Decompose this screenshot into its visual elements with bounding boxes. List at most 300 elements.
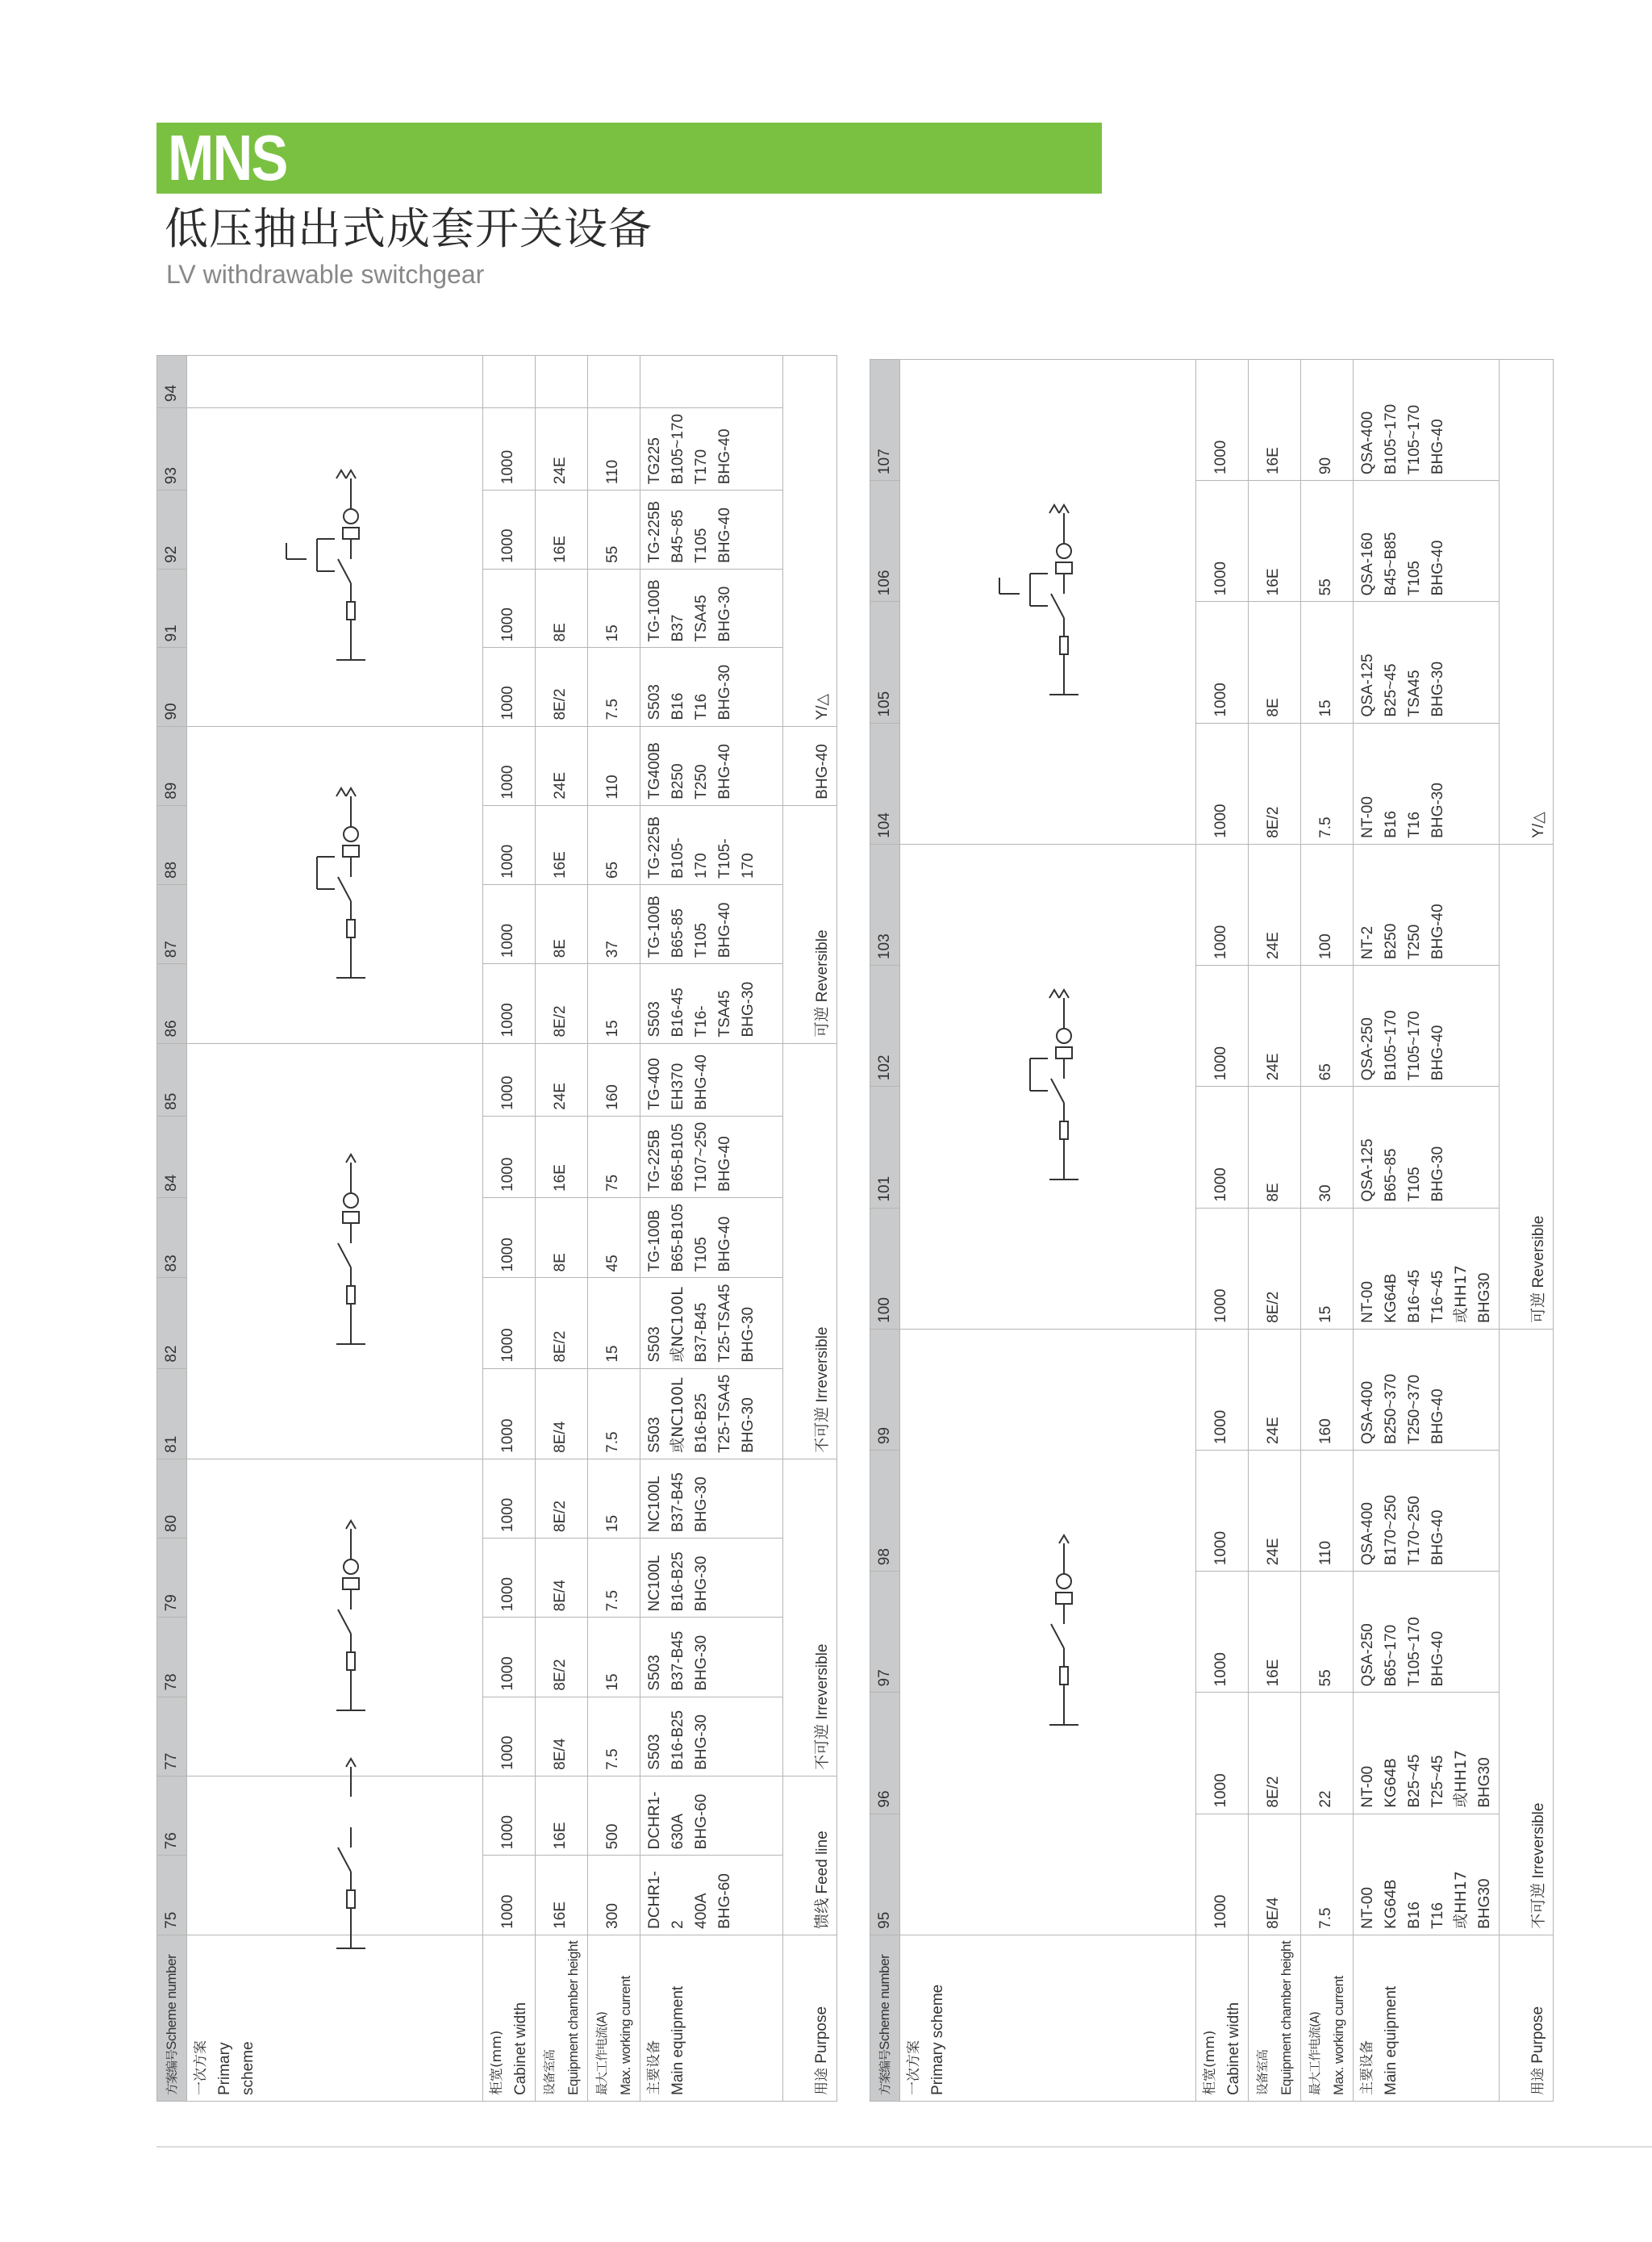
max-current-value: 7.5 (604, 1748, 621, 1770)
chamber-height-value: 16E (552, 1902, 569, 1929)
equipment-item: TG-225B (646, 816, 663, 879)
primary-scheme-cell (187, 1043, 483, 1459)
main-equipment-cell (1354, 844, 1500, 965)
cabinet-width-cell (1196, 966, 1249, 1087)
max-current-cell (588, 726, 640, 805)
chamber-height-value: 16E (1265, 1659, 1282, 1687)
purpose-en: Irreversible (1530, 1802, 1547, 1879)
cabinet-width-value: 1000 (1212, 1773, 1229, 1808)
purpose-cn: 馈线 (813, 1898, 831, 1929)
scheme-number-cell (157, 805, 187, 884)
main-equipment-cell (640, 805, 783, 884)
cabinet-width-label-cn: 柜宽(mm) (1202, 2030, 1218, 2095)
equipment-item: B65~170 (1383, 1624, 1400, 1687)
chamber-height-value: 8E/2 (552, 1659, 569, 1691)
cabinet-width-label-en: Cabinet width (1225, 2002, 1242, 2095)
equipment-item: BHG-40 (716, 1136, 733, 1192)
chamber-height-cell (1249, 602, 1301, 723)
purpose-cell (783, 1459, 837, 1776)
max-current-cell (588, 885, 640, 964)
cabinet-width-value: 1000 (499, 449, 516, 485)
max-current-value: 15 (604, 1020, 621, 1037)
cabinet-width-value: 1000 (499, 1418, 516, 1453)
scheme-number-cell (870, 1329, 900, 1450)
chamber-height-cell (536, 648, 588, 726)
equipment-item: BHG-30 (693, 1635, 710, 1691)
scheme-number: 83 (163, 1255, 180, 1272)
cabinet-width-value: 1000 (499, 1577, 516, 1612)
scheme-number-cell (870, 1572, 900, 1693)
main-equipment-cell (640, 1776, 783, 1856)
main-equipment-row (640, 356, 783, 2102)
equipment-item: NT-00 (1359, 1887, 1376, 1929)
chamber-height-label (536, 1935, 588, 2101)
main-equipment-cell (640, 1618, 783, 1697)
cabinet-width-cell (483, 1197, 536, 1278)
scheme-number: 104 (876, 812, 893, 838)
scheme-number-cell (870, 1814, 900, 1935)
cabinet-width-value: 1000 (499, 924, 516, 958)
equipment-item: QSA-125 (1359, 1138, 1376, 1202)
equipment-item: TSA45 (716, 990, 733, 1037)
max-current-cell (1301, 966, 1354, 1087)
cabinet-width-cell (1196, 1693, 1249, 1814)
purpose-cell (1500, 1329, 1554, 1935)
max-current-cell (1301, 1329, 1354, 1450)
chamber-height-label-en: Equipment chamber height (565, 1940, 581, 2095)
cabinet-width-value: 1000 (1212, 925, 1229, 960)
max-current-value: 15 (1317, 1305, 1334, 1323)
chamber-height-cell (536, 356, 588, 408)
equipment-item: T16 (693, 693, 710, 720)
equipment-item: TSA45 (1406, 670, 1423, 717)
spec-table-1-wrapper (156, 355, 831, 2102)
max-current-value: 7.5 (1317, 1907, 1334, 1929)
equipment-item: B105~170 (1383, 403, 1400, 475)
equipment-item: BHG-40 (716, 507, 733, 563)
cabinet-width-cell (483, 408, 536, 491)
chamber-height-cell (1249, 723, 1301, 844)
max-current-label (1301, 1935, 1354, 2101)
max-current-cell (588, 648, 640, 726)
purpose-en: BHG-40 (814, 744, 831, 800)
equipment-item: B37-B45 (670, 1630, 686, 1691)
purpose-en: Y/△ (1530, 812, 1547, 838)
equipment-item: B170~250 (1383, 1495, 1400, 1566)
equipment-item: B16 (1383, 811, 1400, 838)
chamber-height-cell (536, 569, 588, 648)
chamber-height-cell (1249, 1814, 1301, 1935)
purpose-label-en: Purpose (1529, 2006, 1546, 2064)
chamber-height-value: 16E (1265, 568, 1282, 596)
equipment-item: B16-B25 (670, 1710, 686, 1770)
cabinet-width-cell (483, 648, 536, 726)
max-current-value: 7.5 (604, 1431, 621, 1453)
primary-scheme-cell (187, 726, 483, 1043)
chamber-height-value: 8E (552, 939, 569, 958)
cabinet-width-value: 1000 (499, 1656, 516, 1691)
equipment-item: S503 (646, 1326, 663, 1363)
primary-scheme-label (900, 1935, 1196, 2101)
max-current-value: 45 (604, 1255, 621, 1272)
scheme-number: 106 (876, 570, 893, 596)
max-current-value: 7.5 (1317, 816, 1334, 838)
chamber-height-cell (536, 1618, 588, 1697)
chamber-height-label-cn: 设备室高 (542, 2049, 557, 2095)
equipment-item: B65~85 (1383, 1148, 1400, 1202)
equipment-item: BHG30 (1476, 1878, 1493, 1929)
scheme-number-cell (157, 1776, 187, 1856)
equipment-item: 2 (670, 1920, 686, 1929)
max-current-label-cn: 最大工作电流(A) (594, 2012, 609, 2095)
cabinet-width-value: 1000 (499, 1157, 516, 1192)
max-current-value: 500 (604, 1823, 621, 1850)
equipment-item: NC100L (646, 1555, 663, 1612)
equipment-item: 或HH17 (1452, 1871, 1470, 1929)
chamber-height-value: 24E (1265, 1417, 1282, 1445)
max-current-cell (588, 1116, 640, 1197)
max-current-value: 30 (1317, 1184, 1334, 1202)
scheme-number: 107 (876, 449, 893, 475)
max-current-value: 55 (1317, 578, 1334, 596)
primary-scheme-cell (900, 359, 1196, 844)
equipment-item: T105 (693, 922, 710, 958)
equipment-item: TG225 (646, 437, 663, 485)
chamber-height-value: 8E (1265, 1183, 1282, 1202)
primary-scheme-diagram (274, 1782, 395, 1929)
scheme-number-cell (157, 356, 187, 408)
scheme-number-label (157, 1935, 187, 2101)
chamber-height-value: 8E (1265, 698, 1282, 717)
equipment-item: BHG-40 (1429, 1509, 1446, 1566)
equipment-item: T105- (716, 838, 733, 879)
chamber-height-value: 8E/4 (1265, 1897, 1282, 1929)
purpose-cell (783, 726, 837, 805)
primary-scheme-diagram (274, 733, 395, 1037)
chamber-height-value: 16E (552, 1822, 569, 1850)
chamber-height-value: 24E (552, 457, 569, 485)
main-equipment-cell (640, 1697, 783, 1776)
primary-scheme-diagram (274, 415, 395, 720)
max-current-value: 110 (604, 774, 621, 800)
main-equipment-cell (640, 1459, 783, 1538)
primary-scheme-diagram (274, 1465, 395, 1770)
cabinet-width-value: 1000 (1212, 1409, 1229, 1445)
purpose-en: Irreversible (814, 1643, 831, 1720)
equipment-item: T16~45 (1429, 1270, 1446, 1323)
chamber-height-label (1249, 1935, 1301, 2101)
equipment-label-cn: 主要设备 (646, 2040, 662, 2095)
cabinet-width-cell (483, 1618, 536, 1697)
cabinet-width-cell (1196, 1208, 1249, 1329)
cabinet-width-value: 1000 (499, 1075, 516, 1110)
scheme-number-cell (157, 1278, 187, 1368)
purpose-cell (1500, 359, 1554, 844)
brand-logo: MNS (168, 122, 287, 194)
max-current-value: 65 (604, 861, 621, 879)
max-current-value: 160 (604, 1084, 621, 1110)
purpose-row (1500, 359, 1554, 2101)
scheme-number: 79 (163, 1594, 180, 1612)
scheme-number: 101 (876, 1175, 893, 1202)
equipment-item: BHG-30 (1429, 1146, 1446, 1202)
scheme-number: 78 (163, 1673, 180, 1691)
purpose-label-en: Purpose (813, 2006, 830, 2064)
cabinet-width-label-cn: 柜宽(mm) (489, 2030, 505, 2095)
purpose-cell (783, 1776, 837, 1935)
equipment-item: T250 (693, 764, 710, 800)
scheme-number-cell (157, 964, 187, 1043)
equipment-item: TG-100B (646, 1209, 663, 1272)
max-current-cell (588, 1776, 640, 1856)
purpose-cn: 不可逆 (813, 1406, 831, 1453)
chamber-height-value: 8E/4 (552, 1738, 569, 1770)
chamber-height-value: 16E (552, 536, 569, 563)
max-current-row (588, 356, 640, 2102)
purpose-cell (1500, 844, 1554, 1329)
cabinet-width-value: 1000 (1212, 1652, 1229, 1687)
max-current-value: 55 (1317, 1669, 1334, 1687)
equipment-item: B45~B85 (1383, 532, 1400, 596)
max-current-value: 55 (604, 545, 621, 563)
scheme-number: 96 (876, 1790, 893, 1808)
equipment-item: TG-100B (646, 896, 663, 958)
scheme-number: 85 (163, 1092, 180, 1110)
main-equipment-cell (640, 1197, 783, 1278)
scheme-number: 91 (163, 624, 180, 642)
equipment-item: B25~45 (1406, 1754, 1423, 1808)
scheme-number-cell (157, 569, 187, 648)
equipment-item: 630A (670, 1813, 686, 1850)
max-current-value: 90 (1317, 457, 1334, 475)
cabinet-width-value: 1000 (1212, 440, 1229, 475)
equipment-item: 或NC100L (669, 1287, 686, 1363)
equipment-item: BHG-30 (693, 1555, 710, 1612)
max-current-cell (588, 1856, 640, 1935)
max-current-cell (588, 1043, 640, 1116)
spec-table-1 (156, 355, 831, 2102)
equipment-item: T105 (693, 1237, 710, 1272)
main-equipment-cell (640, 356, 783, 408)
cabinet-width-cell (483, 726, 536, 805)
scheme-number-cell (870, 359, 900, 480)
equipment-item: B65-85 (670, 908, 686, 958)
chamber-height-cell (536, 1278, 588, 1368)
scheme-label-cn: 方案编号 (165, 2049, 179, 2095)
main-equipment-cell (1354, 1693, 1500, 1814)
chamber-height-cell (536, 1697, 588, 1776)
scheme-number-cell (157, 1856, 187, 1935)
chamber-height-value: 16E (1265, 447, 1282, 475)
equipment-item: B16~45 (1406, 1269, 1423, 1323)
cabinet-width-row (483, 356, 536, 2102)
cabinet-width-value: 1000 (1212, 562, 1229, 596)
max-current-label-cn: 最大工作电流(A) (1308, 2012, 1322, 2095)
purpose-cn: 可逆 (813, 1006, 831, 1037)
equipment-item: B37-B45 (670, 1472, 686, 1533)
equipment-item: BHG-40 (1429, 1388, 1446, 1445)
max-current-cell (588, 1618, 640, 1697)
equipment-item: T25-TSA45 (716, 1284, 733, 1363)
equipment-item: T16 (1429, 1902, 1446, 1929)
equipment-item: BHG-40 (716, 744, 733, 800)
equipment-item: T105 (1406, 561, 1423, 596)
chamber-height-cell (1249, 481, 1301, 602)
main-equipment-cell (640, 885, 783, 964)
equipment-item: 或HH17 (1452, 1265, 1470, 1323)
chamber-height-cell (1249, 966, 1301, 1087)
max-current-value: 15 (604, 624, 621, 642)
cabinet-width-cell (483, 964, 536, 1043)
equipment-item: T250 (1406, 924, 1423, 960)
equipment-item: B105~170 (670, 414, 686, 485)
equipment-item: S503 (646, 1734, 663, 1770)
chamber-height-cell (536, 1116, 588, 1197)
scheme-number: 100 (876, 1297, 893, 1323)
primary-scheme-cell (187, 408, 483, 726)
equipment-item: TG-225B (646, 500, 663, 563)
equipment-item: BHG-60 (693, 1793, 710, 1850)
equipment-item: T107~250 (693, 1121, 710, 1192)
equipment-item: T170~250 (1406, 1496, 1423, 1566)
main-equipment-cell (640, 1539, 783, 1618)
scheme-number: 95 (876, 1911, 893, 1929)
scheme-number-cell (157, 885, 187, 964)
max-current-cell (588, 569, 640, 648)
equipment-item: B37 (670, 614, 686, 642)
equipment-item: QSA-160 (1359, 532, 1376, 596)
primary-scheme-cell (187, 356, 483, 408)
scheme-number: 105 (876, 691, 893, 717)
equipment-item: B105~170 (1383, 1010, 1400, 1081)
equipment-item: BHG-60 (716, 1873, 733, 1929)
max-current-cell (588, 1278, 640, 1368)
max-current-cell (1301, 1208, 1354, 1329)
cabinet-width-value: 1000 (499, 1735, 516, 1770)
max-current-value: 37 (604, 941, 621, 958)
scheme-number-cell (870, 844, 900, 965)
scheme-number: 84 (163, 1174, 180, 1192)
chamber-height-cell (536, 1197, 588, 1278)
main-equipment-cell (1354, 1087, 1500, 1208)
scheme-number: 80 (163, 1514, 180, 1533)
chamber-height-row (536, 356, 588, 2102)
chamber-height-value: 24E (552, 771, 569, 800)
main-equipment-cell (1354, 1814, 1500, 1935)
cabinet-width-value: 1000 (499, 1328, 516, 1363)
max-current-cell (588, 1697, 640, 1776)
footer-divider (156, 2146, 1652, 2148)
cabinet-width-cell (1196, 1814, 1249, 1935)
equipment-item: BHG-40 (1429, 1630, 1446, 1687)
equipment-item: BHG-30 (740, 1307, 757, 1363)
max-current-cell (1301, 1814, 1354, 1935)
primary-scheme-cell (900, 1329, 1196, 1935)
scheme-number: 94 (163, 384, 180, 403)
chamber-height-value: 24E (1265, 1053, 1282, 1081)
chamber-height-value: 8E/2 (552, 1330, 569, 1363)
primary-scheme-label (187, 1935, 483, 2101)
scheme-number-cell (157, 1197, 187, 1278)
scheme-number: 98 (876, 1548, 893, 1566)
equipment-item: T105 (693, 528, 710, 563)
equipment-item: B65-B105 (670, 1203, 686, 1272)
primary-label-cn: 一次方案 (193, 2040, 209, 2095)
main-equipment-cell (1354, 1572, 1500, 1693)
cabinet-width-value: 1000 (499, 1894, 516, 1929)
equipment-item: BHG-40 (1429, 904, 1446, 960)
cabinet-width-cell (1196, 1087, 1249, 1208)
equipment-item: BHG-30 (693, 1714, 710, 1770)
scheme-number-cell (870, 966, 900, 1087)
equipment-item: 170 (740, 853, 757, 879)
equipment-item: T105~170 (1406, 1011, 1423, 1081)
equipment-item: BHG-30 (1429, 783, 1446, 838)
max-current-value: 110 (1317, 1540, 1334, 1566)
chamber-height-cell (1249, 844, 1301, 965)
equipment-label-en: Main equipment (1383, 1985, 1400, 2095)
chamber-height-cell (1249, 1693, 1301, 1814)
cabinet-width-cell (1196, 1572, 1249, 1693)
equipment-item: KG64B (1383, 1879, 1400, 1929)
scheme-number-cell (157, 726, 187, 805)
equipment-item: BHG-30 (740, 981, 757, 1037)
equipment-item: QSA-250 (1359, 1623, 1376, 1687)
cabinet-width-cell (1196, 723, 1249, 844)
cabinet-width-cell (483, 805, 536, 884)
equipment-item: TG-400 (646, 1058, 663, 1110)
max-current-label (588, 1935, 640, 2101)
equipment-label-en: Main equipment (670, 1985, 686, 2095)
equipment-item: TG400B (646, 742, 663, 800)
primary-scheme-diagram (987, 1335, 1108, 1929)
spec-table (156, 355, 837, 2102)
equipment-item: B250~370 (1383, 1373, 1400, 1445)
max-current-value: 160 (1317, 1418, 1334, 1445)
chamber-height-cell (1249, 1572, 1301, 1693)
equipment-item: T25~45 (1429, 1755, 1446, 1808)
scheme-number: 92 (163, 545, 180, 563)
max-current-value: 22 (1317, 1790, 1334, 1808)
main-equipment-cell (1354, 481, 1500, 602)
cabinet-width-cell (483, 1697, 536, 1776)
max-current-cell (1301, 1693, 1354, 1814)
primary-label-cn: 一次方案 (906, 2040, 922, 2095)
purpose-en: Y/△ (814, 693, 831, 720)
purpose-cn: 可逆 (1529, 1292, 1547, 1323)
purpose-row (783, 356, 837, 2102)
main-equipment-cell (1354, 602, 1500, 723)
equipment-item: DCHR1- (646, 1791, 663, 1850)
chamber-height-value: 8E/2 (1265, 1776, 1282, 1808)
scheme-number: 97 (876, 1669, 893, 1687)
cabinet-width-cell (1196, 1329, 1249, 1450)
chamber-height-value: 24E (552, 1083, 569, 1110)
max-current-cell (1301, 844, 1354, 965)
primary-scheme-row (187, 356, 483, 2102)
equipment-item: T16- (693, 1005, 710, 1037)
cabinet-width-cell (1196, 481, 1249, 602)
scheme-number-cell (870, 1451, 900, 1572)
main-equipment-cell (1354, 1329, 1500, 1450)
page-title-cn: 低压抽出式成套开关设备 (165, 203, 653, 254)
main-equipment-cell (1354, 1451, 1500, 1572)
chamber-height-value: 8E/2 (1265, 1291, 1282, 1323)
max-current-cell (1301, 602, 1354, 723)
equipment-item: KG64B (1383, 1758, 1400, 1808)
purpose-cell (783, 805, 837, 1043)
purpose-cn: 不可逆 (1529, 1882, 1547, 1929)
